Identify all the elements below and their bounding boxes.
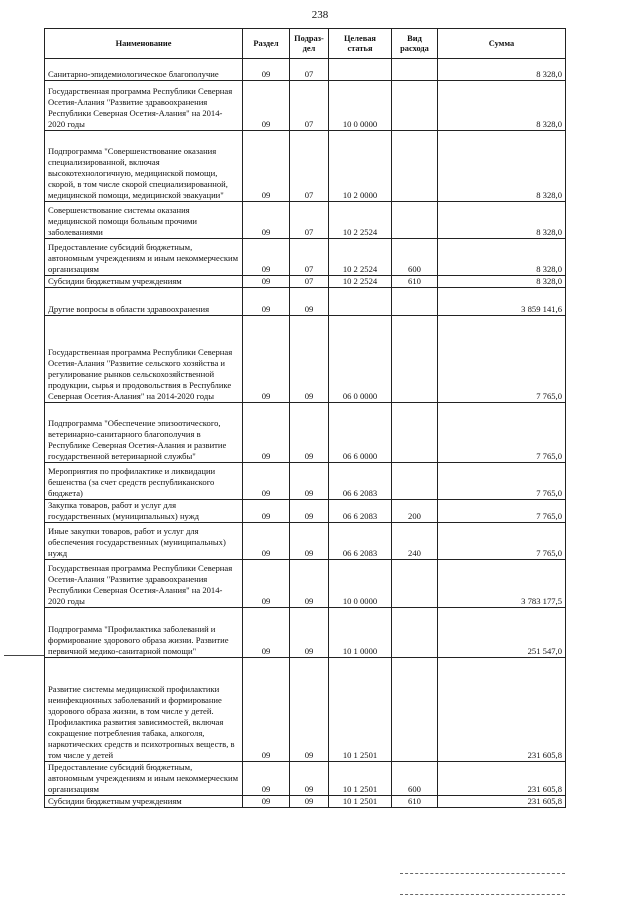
margin-rule xyxy=(4,655,44,656)
cell-amount: 231 605,8 xyxy=(438,762,566,796)
cell-section: 09 xyxy=(243,463,290,500)
cell-name: Государственная программа Республики Северная Осетия-Алания "Развитие здравоохранения Республики Северная Осетия-Алания" на 2014-2020 годы xyxy=(45,81,243,131)
cell-name: Санитарно-эпидемиологическое благополучие xyxy=(45,59,243,81)
table-row xyxy=(45,403,566,463)
cell-amount: 3 859 141,6 xyxy=(438,288,566,316)
table-row xyxy=(45,796,566,808)
cell-target: 10 0 0000 xyxy=(329,81,392,131)
cell-subsection: 09 xyxy=(290,762,329,796)
table-row xyxy=(45,131,566,202)
cell-expense-type xyxy=(392,403,438,463)
cell-name: Совершенствование системы оказания медицинской помощи больным прочими заболеваниями xyxy=(45,202,243,239)
cell-expense-type xyxy=(392,131,438,202)
cell-expense-type: 240 xyxy=(392,523,438,560)
cell-subsection: 07 xyxy=(290,81,329,131)
cell-target: 10 1 0000 xyxy=(329,608,392,658)
cell-expense-type xyxy=(392,288,438,316)
footer-dashed-rule-2 xyxy=(400,894,565,895)
header-amount: Сумма xyxy=(438,29,566,59)
cell-amount: 8 328,0 xyxy=(438,239,566,276)
cell-target: 10 1 2501 xyxy=(329,658,392,762)
cell-expense-type xyxy=(392,59,438,81)
cell-target: 10 2 2524 xyxy=(329,239,392,276)
cell-amount: 8 328,0 xyxy=(438,81,566,131)
cell-section: 09 xyxy=(243,523,290,560)
cell-name: Предоставление субсидий бюджетным, автономным учреждениям и иным некоммерческим организациям xyxy=(45,239,243,276)
cell-name: Государственная программа Республики Северная Осетия-Алания "Развитие сельского хозяйства и регулирование рынков сельскохозяйственной продукции, сырья и продовольствия в Республике Северная Осетия-Алания" на 2014-2020 годы xyxy=(45,316,243,403)
header-section: Раздел xyxy=(243,29,290,59)
cell-target: 06 0 0000 xyxy=(329,316,392,403)
cell-subsection: 09 xyxy=(290,403,329,463)
table-row xyxy=(45,500,566,523)
cell-expense-type xyxy=(392,560,438,608)
cell-name: Подпрограмма "Профилактика заболеваний и формирование здорового образа жизни. Развитие первичной медико-санитарной помощи" xyxy=(45,608,243,658)
cell-expense-type xyxy=(392,463,438,500)
cell-subsection: 07 xyxy=(290,239,329,276)
cell-section: 09 xyxy=(243,316,290,403)
cell-section: 09 xyxy=(243,59,290,81)
table-row xyxy=(45,202,566,239)
cell-section: 09 xyxy=(243,276,290,288)
cell-amount: 7 765,0 xyxy=(438,463,566,500)
cell-amount: 7 765,0 xyxy=(438,316,566,403)
cell-section: 09 xyxy=(243,608,290,658)
cell-target xyxy=(329,288,392,316)
cell-name: Субсидии бюджетным учреждениям xyxy=(45,796,243,808)
cell-expense-type: 200 xyxy=(392,500,438,523)
cell-amount: 8 328,0 xyxy=(438,131,566,202)
cell-target: 10 1 2501 xyxy=(329,796,392,808)
cell-section: 09 xyxy=(243,403,290,463)
header-target: Целевая статья xyxy=(329,29,392,59)
table-row xyxy=(45,316,566,403)
cell-expense-type: 610 xyxy=(392,796,438,808)
cell-section: 09 xyxy=(243,288,290,316)
cell-target: 06 6 2083 xyxy=(329,463,392,500)
cell-subsection: 09 xyxy=(290,463,329,500)
table-row xyxy=(45,523,566,560)
cell-subsection: 09 xyxy=(290,796,329,808)
cell-subsection: 09 xyxy=(290,523,329,560)
table-row xyxy=(45,560,566,608)
cell-subsection: 09 xyxy=(290,608,329,658)
cell-subsection: 07 xyxy=(290,59,329,81)
header-expense-type: Вид расхода xyxy=(392,29,438,59)
table-row xyxy=(45,658,566,762)
cell-section: 09 xyxy=(243,560,290,608)
table-header-row xyxy=(45,29,566,59)
cell-name: Подпрограмма "Обеспечение эпизоотического, ветеринарно-санитарного благополучия в Республике Северная Осетия-Алания и развитие государственной ветеринарной службы" xyxy=(45,403,243,463)
cell-amount: 7 765,0 xyxy=(438,523,566,560)
table-row xyxy=(45,276,566,288)
cell-section: 09 xyxy=(243,202,290,239)
cell-name: Подпрограмма "Совершенствование оказания специализированной, включая высокотехнологичную, медицинской помощи, скорой, в том числе скорой специализированной, медицинской помощи, медицинской эвакуации" xyxy=(45,131,243,202)
table-row xyxy=(45,81,566,131)
cell-target: 06 6 0000 xyxy=(329,403,392,463)
page-number: 238 xyxy=(311,9,329,21)
cell-amount: 8 328,0 xyxy=(438,59,566,81)
cell-name: Развитие системы медицинской профилактики неинфекционных заболеваний и формирование здорового образа жизни, в том числе у детей. Профилактика развития зависимостей, включая сокращение потребления табака, алкоголя, наркотических средств и психотропных веществ, в том числе у детей xyxy=(45,658,243,762)
cell-section: 09 xyxy=(243,500,290,523)
cell-amount: 3 783 177,5 xyxy=(438,560,566,608)
cell-section: 09 xyxy=(243,762,290,796)
cell-name: Субсидии бюджетным учреждениям xyxy=(45,276,243,288)
cell-expense-type xyxy=(392,81,438,131)
cell-amount: 8 328,0 xyxy=(438,276,566,288)
cell-target: 10 1 2501 xyxy=(329,762,392,796)
cell-amount: 251 547,0 xyxy=(438,608,566,658)
cell-section: 09 xyxy=(243,658,290,762)
cell-amount: 7 765,0 xyxy=(438,500,566,523)
budget-table xyxy=(44,28,566,808)
cell-name: Иные закупки товаров, работ и услуг для обеспечения государственных (муниципальных) нужд xyxy=(45,523,243,560)
cell-amount: 231 605,8 xyxy=(438,796,566,808)
cell-expense-type xyxy=(392,316,438,403)
cell-target xyxy=(329,59,392,81)
cell-target: 10 2 0000 xyxy=(329,131,392,202)
cell-target: 10 0 0000 xyxy=(329,560,392,608)
table-row xyxy=(45,239,566,276)
header-subsection: Подраз- дел xyxy=(290,29,329,59)
cell-section: 09 xyxy=(243,81,290,131)
cell-expense-type: 600 xyxy=(392,762,438,796)
cell-subsection: 09 xyxy=(290,560,329,608)
table-row xyxy=(45,608,566,658)
cell-expense-type xyxy=(392,608,438,658)
cell-name: Государственная программа Республики Северная Осетия-Алания "Развитие здравоохранения Республики Северная Осетия-Алания" на 2014-2020 годы xyxy=(45,560,243,608)
cell-amount: 231 605,8 xyxy=(438,658,566,762)
cell-subsection: 07 xyxy=(290,131,329,202)
cell-expense-type: 600 xyxy=(392,239,438,276)
cell-name: Мероприятия по профилактике и ликвидации бешенства (за счет средств республиканского бюджета) xyxy=(45,463,243,500)
table-row xyxy=(45,288,566,316)
cell-expense-type: 610 xyxy=(392,276,438,288)
header-name: Наименование xyxy=(45,29,243,59)
cell-target: 06 6 2083 xyxy=(329,500,392,523)
cell-subsection: 09 xyxy=(290,500,329,523)
cell-name: Закупка товаров, работ и услуг для государственных (муниципальных) нужд xyxy=(45,500,243,523)
cell-target: 06 6 2083 xyxy=(329,523,392,560)
cell-target: 10 2 2524 xyxy=(329,202,392,239)
cell-subsection: 09 xyxy=(290,658,329,762)
cell-subsection: 07 xyxy=(290,276,329,288)
table-row xyxy=(45,59,566,81)
table-row xyxy=(45,762,566,796)
cell-subsection: 09 xyxy=(290,316,329,403)
cell-amount: 7 765,0 xyxy=(438,403,566,463)
cell-subsection: 07 xyxy=(290,202,329,239)
cell-name: Другие вопросы в области здравоохранения xyxy=(45,288,243,316)
footer-dashed-rule xyxy=(400,873,565,874)
cell-section: 09 xyxy=(243,131,290,202)
cell-target: 10 2 2524 xyxy=(329,276,392,288)
cell-section: 09 xyxy=(243,239,290,276)
cell-section: 09 xyxy=(243,796,290,808)
table-row xyxy=(45,463,566,500)
cell-expense-type xyxy=(392,658,438,762)
cell-amount: 8 328,0 xyxy=(438,202,566,239)
cell-expense-type xyxy=(392,202,438,239)
cell-subsection: 09 xyxy=(290,288,329,316)
cell-name: Предоставление субсидий бюджетным, автономным учреждениям и иным некоммерческим организациям xyxy=(45,762,243,796)
